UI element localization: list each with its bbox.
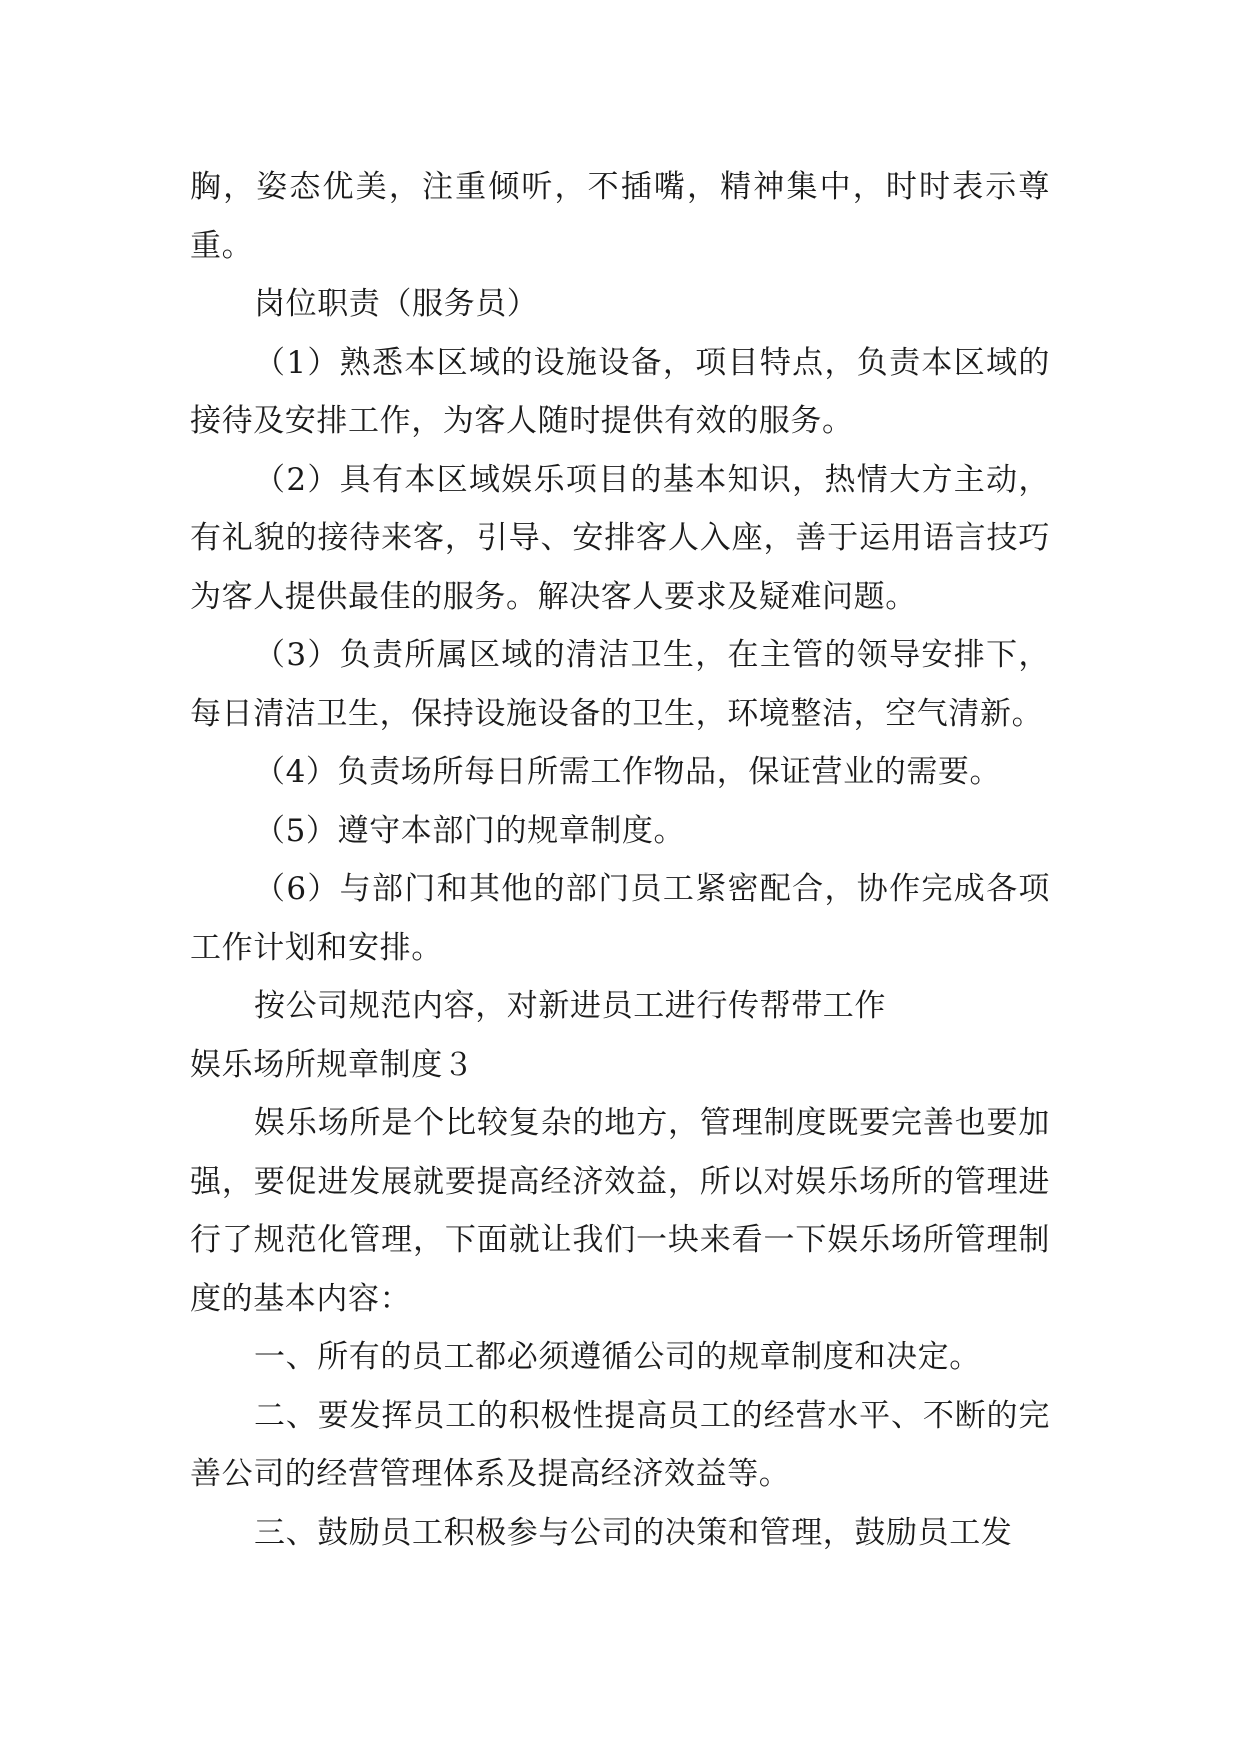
- duty-item-6: （6）与部门和其他的部门员工紧密配合，协作完成各项工作计划和安排。: [190, 871, 1050, 966]
- rule-item-2: 二、要发挥员工的积极性提高员工的经营水平、不断的完善公司的经营管理体系及提高经济效益等。: [190, 1397, 1050, 1492]
- duty-note: 按公司规范内容，对新进员工进行传帮带工作: [254, 988, 886, 1024]
- paragraph-continuation: 胸，姿态优美，注重倾听，不插嘴，精神集中，时时表示尊重。: [190, 169, 1050, 264]
- duty-item-2: （2）具有本区域娱乐项目的基本知识，热情大方主动，有礼貌的接待来客，引导、安排客人入座，善于运用语言技巧为客人提供最佳的服务。解决客人要求及疑难问题。: [190, 461, 1050, 615]
- duty-item-1: （1）熟悉本区域的设施设备，项目特点，负责本区域的接待及安排工作，为客人随时提供有效的服务。: [190, 344, 1050, 439]
- duty-item-5: （5）遵守本部门的规章制度。: [254, 812, 686, 849]
- rules-intro: 娱乐场所是个比较复杂的地方，管理制度既要完善也要加强，要促进发展就要提高经济效益，所以对娱乐场所的管理进行了规范化管理，下面就让我们一块来看一下娱乐场所管理制度的基本内容：: [190, 1105, 1050, 1317]
- document-body: [190, 158, 1050, 1562]
- rule-item-3: 三、鼓励员工积极参与公司的决策和管理，鼓励员工发: [254, 1514, 1013, 1551]
- section-title-rules-3: 娱乐场所规章制度３: [190, 1046, 475, 1083]
- section-heading-job-duties: 岗位职责（服务员）: [254, 286, 539, 322]
- rule-item-1: 一、所有的员工都必须遵循公司的规章制度和决定。: [254, 1339, 981, 1375]
- duty-item-4: （4）负责场所每日所需工作物品，保证营业的需要。: [254, 754, 1002, 790]
- duty-item-3: （3）负责所属区域的清洁卫生，在主管的领导安排下，每日清洁卫生，保持设施设备的卫生，环境整洁，空气清新。: [190, 637, 1050, 732]
